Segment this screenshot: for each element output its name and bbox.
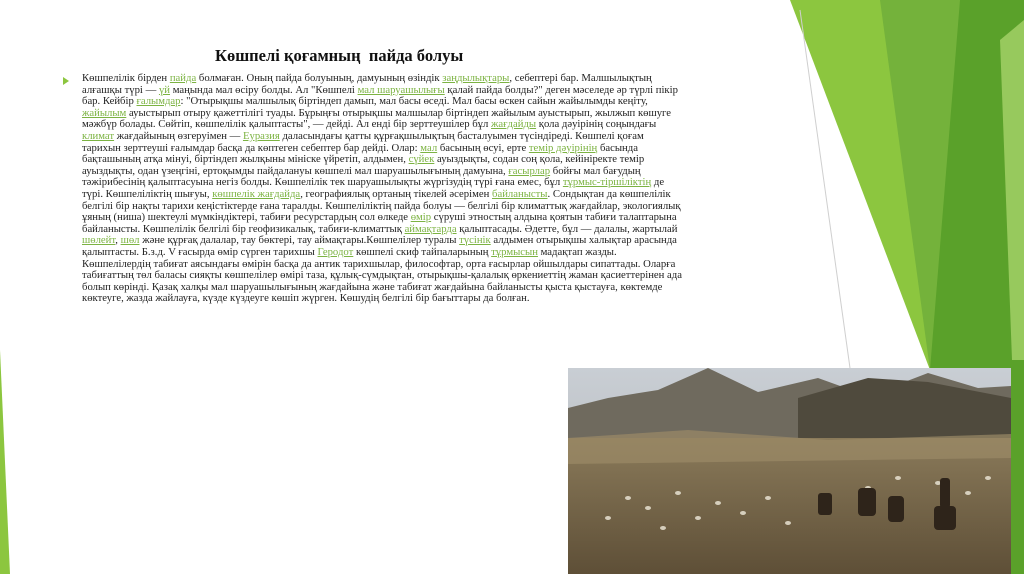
nomad-caravan-photo — [568, 368, 1011, 574]
inline-link[interactable]: заңдылықтары — [442, 72, 510, 84]
inline-link[interactable]: аймақтарда — [404, 222, 457, 235]
inline-link[interactable]: байланысты — [492, 187, 548, 200]
paragraph-text: даласындағы қатты құрғақшылықтың басталуымен түсіндіреді. Көшпелі қоғам тарихын зерттеуші ғалымдар басқа да көптеген себептер бар дейді. Олар: — [82, 129, 644, 154]
paragraph-text: басының өсуі, ерте — [437, 141, 529, 154]
paragraph-text: мадақтап жазды. Көшпелілердің табиғат аясындағы өмірін басқа да антик тарихшылар, философтар, орта ғасырлар ойшылдары сипаттады. Оларға табиғаттың төл баласы сияқты көшпелілер өмірі таза, құлық-сүмдықтан, отырықшы-қалалық өркениеттің жаман қасиеттерінен ада болып көрінді. Қазақ халқы мал шаруашылығының жағдайына және табиғат жағдайына байланысты қыста қыстауға, көктемде көктеуге, жазда жайлауға, күзде күздеуге көшіп жүрген. Көшудің белгілі бір бағыттары да болған. — [82, 245, 682, 305]
inline-link[interactable]: мал — [420, 141, 438, 154]
inline-link[interactable]: жағдайды — [491, 118, 537, 131]
paragraph-text: алдымен отырықшы халықтар арасында қалыптасты. Б.з.д. V ғасырда өмір сүрген тарихшы — [82, 234, 677, 258]
inline-link[interactable]: темір дәуірінің — [528, 141, 598, 154]
paragraph-text: және құрғақ далалар, тау бөктері, тау аймақтары.Көшпелілер туралы — [139, 234, 460, 247]
decor-left-shape — [0, 350, 10, 574]
paragraph-text: қола дәуірінің соңындағы — [536, 118, 657, 131]
paragraph-text: басында бақташының атқа мінуі, біртіндеп жылқыны мініске үйретіп, алдымен, — [82, 141, 638, 166]
paragraph-text: маңында мал өсіру болды. Ал "Көшпелі — [170, 83, 358, 96]
inline-link[interactable]: үй — [158, 83, 171, 96]
paragraph-text: қалай пайда болды?" деген мәселеде әр түрлі пікір бар. Кейбір — [82, 83, 678, 108]
inline-link[interactable]: шөл — [120, 234, 140, 247]
inline-link[interactable]: түсінік — [459, 234, 491, 247]
inline-link[interactable]: жайылым — [82, 106, 127, 119]
paragraph-text: Көшпелілік бірден — [82, 72, 170, 84]
inline-link[interactable]: Еуразия — [242, 129, 280, 142]
inline-link[interactable]: ғалымдар — [136, 95, 181, 108]
paragraph-text: сүруші этностың алдына қоятын табиғи талаптарына байланысты. Көшпелілік белгілі бір геофизикалық, табиғи-климаттық — [82, 211, 677, 235]
paragraph-text: . Сондықтан да көшпелілік белгілі бір нақты тарихи кеңістіктерде ғана таралды. Көшпеліліктің пайда болуы — белгілі бір климаттық жағдайлар, экологиялық ұяның (ниша) шектеулі мүмкіндіктері, табиғи ресурстардың сол өлкеде — [82, 187, 681, 224]
paragraph-text: ауыздықты, содан соң қола, кейініректе темір ауыздықты, одан үзеңгіні, ертоқымды пайдалануы көшпелі мал шаруашылығының дамуына, — [82, 153, 645, 177]
paragraph-text: ауыстырып отыру қажеттілігі туады. Бұрыңғы отырықшы малшылар біртіндеп жайылым ауыстырып, жылжып көшуге мәжбүр болады. Сөйтіп, көшпелілік қалыптасты", — дейді. Ал енді бір зерттеушілер бұл — [82, 106, 672, 131]
paragraph-text: : "Отырықшы малшылық біртіндеп дамып, мал басы өседі. Мал басы өскен сайын жайылымды кеңіту, — [180, 95, 648, 108]
inline-link[interactable]: Геродот — [317, 245, 354, 258]
body-paragraph — [82, 73, 682, 305]
inline-link[interactable]: ғасырлар — [508, 164, 551, 177]
inline-link[interactable]: мал шаруашылығы — [357, 83, 445, 96]
inline-link[interactable]: шөлейт — [82, 234, 116, 247]
triangle-bullet-icon — [63, 77, 69, 85]
paragraph-text: қалыптасады. Әдетте, бұл — далалы, жартылай — [456, 222, 678, 235]
paragraph-text: , себептері бар. Малшылықтың алғашқы түрі — — [82, 72, 652, 96]
inline-link[interactable]: өмір — [410, 211, 432, 224]
paragraph-text: бойғы мал бағудың тәжірибесінің қалыптасуына негіз болды. Көшпелілік тек шаруашылықты жүргізудің түрі ғана емес, бұл — [82, 164, 641, 189]
slide-title: Көшпелі қоғамның пайда болуы — [215, 46, 464, 65]
paragraph-text: де түрі. Көшпеліліктің шығуы, — [82, 176, 665, 200]
inline-link[interactable]: тұрмысын — [491, 245, 538, 258]
inline-link[interactable]: сүйек — [408, 153, 435, 166]
paragraph-text: жағдайының өзгеруімен — — [114, 129, 243, 142]
paragraph-text: көшпелі скиф тайпаларының — [353, 245, 492, 258]
inline-link[interactable]: климат — [82, 129, 115, 142]
paragraph-text: болмаған. Оның пайда болуының, дамуының өзіндік — [196, 72, 443, 84]
inline-link[interactable]: пайда — [169, 72, 197, 84]
inline-link[interactable]: көшпелік жағдайда — [212, 187, 301, 200]
paragraph-text: , — [115, 234, 121, 247]
paragraph-text: , географиялық ортаның тікелей әсерімен — [300, 187, 493, 200]
inline-link[interactable]: тұрмыс-тіршіліктің — [562, 176, 652, 189]
